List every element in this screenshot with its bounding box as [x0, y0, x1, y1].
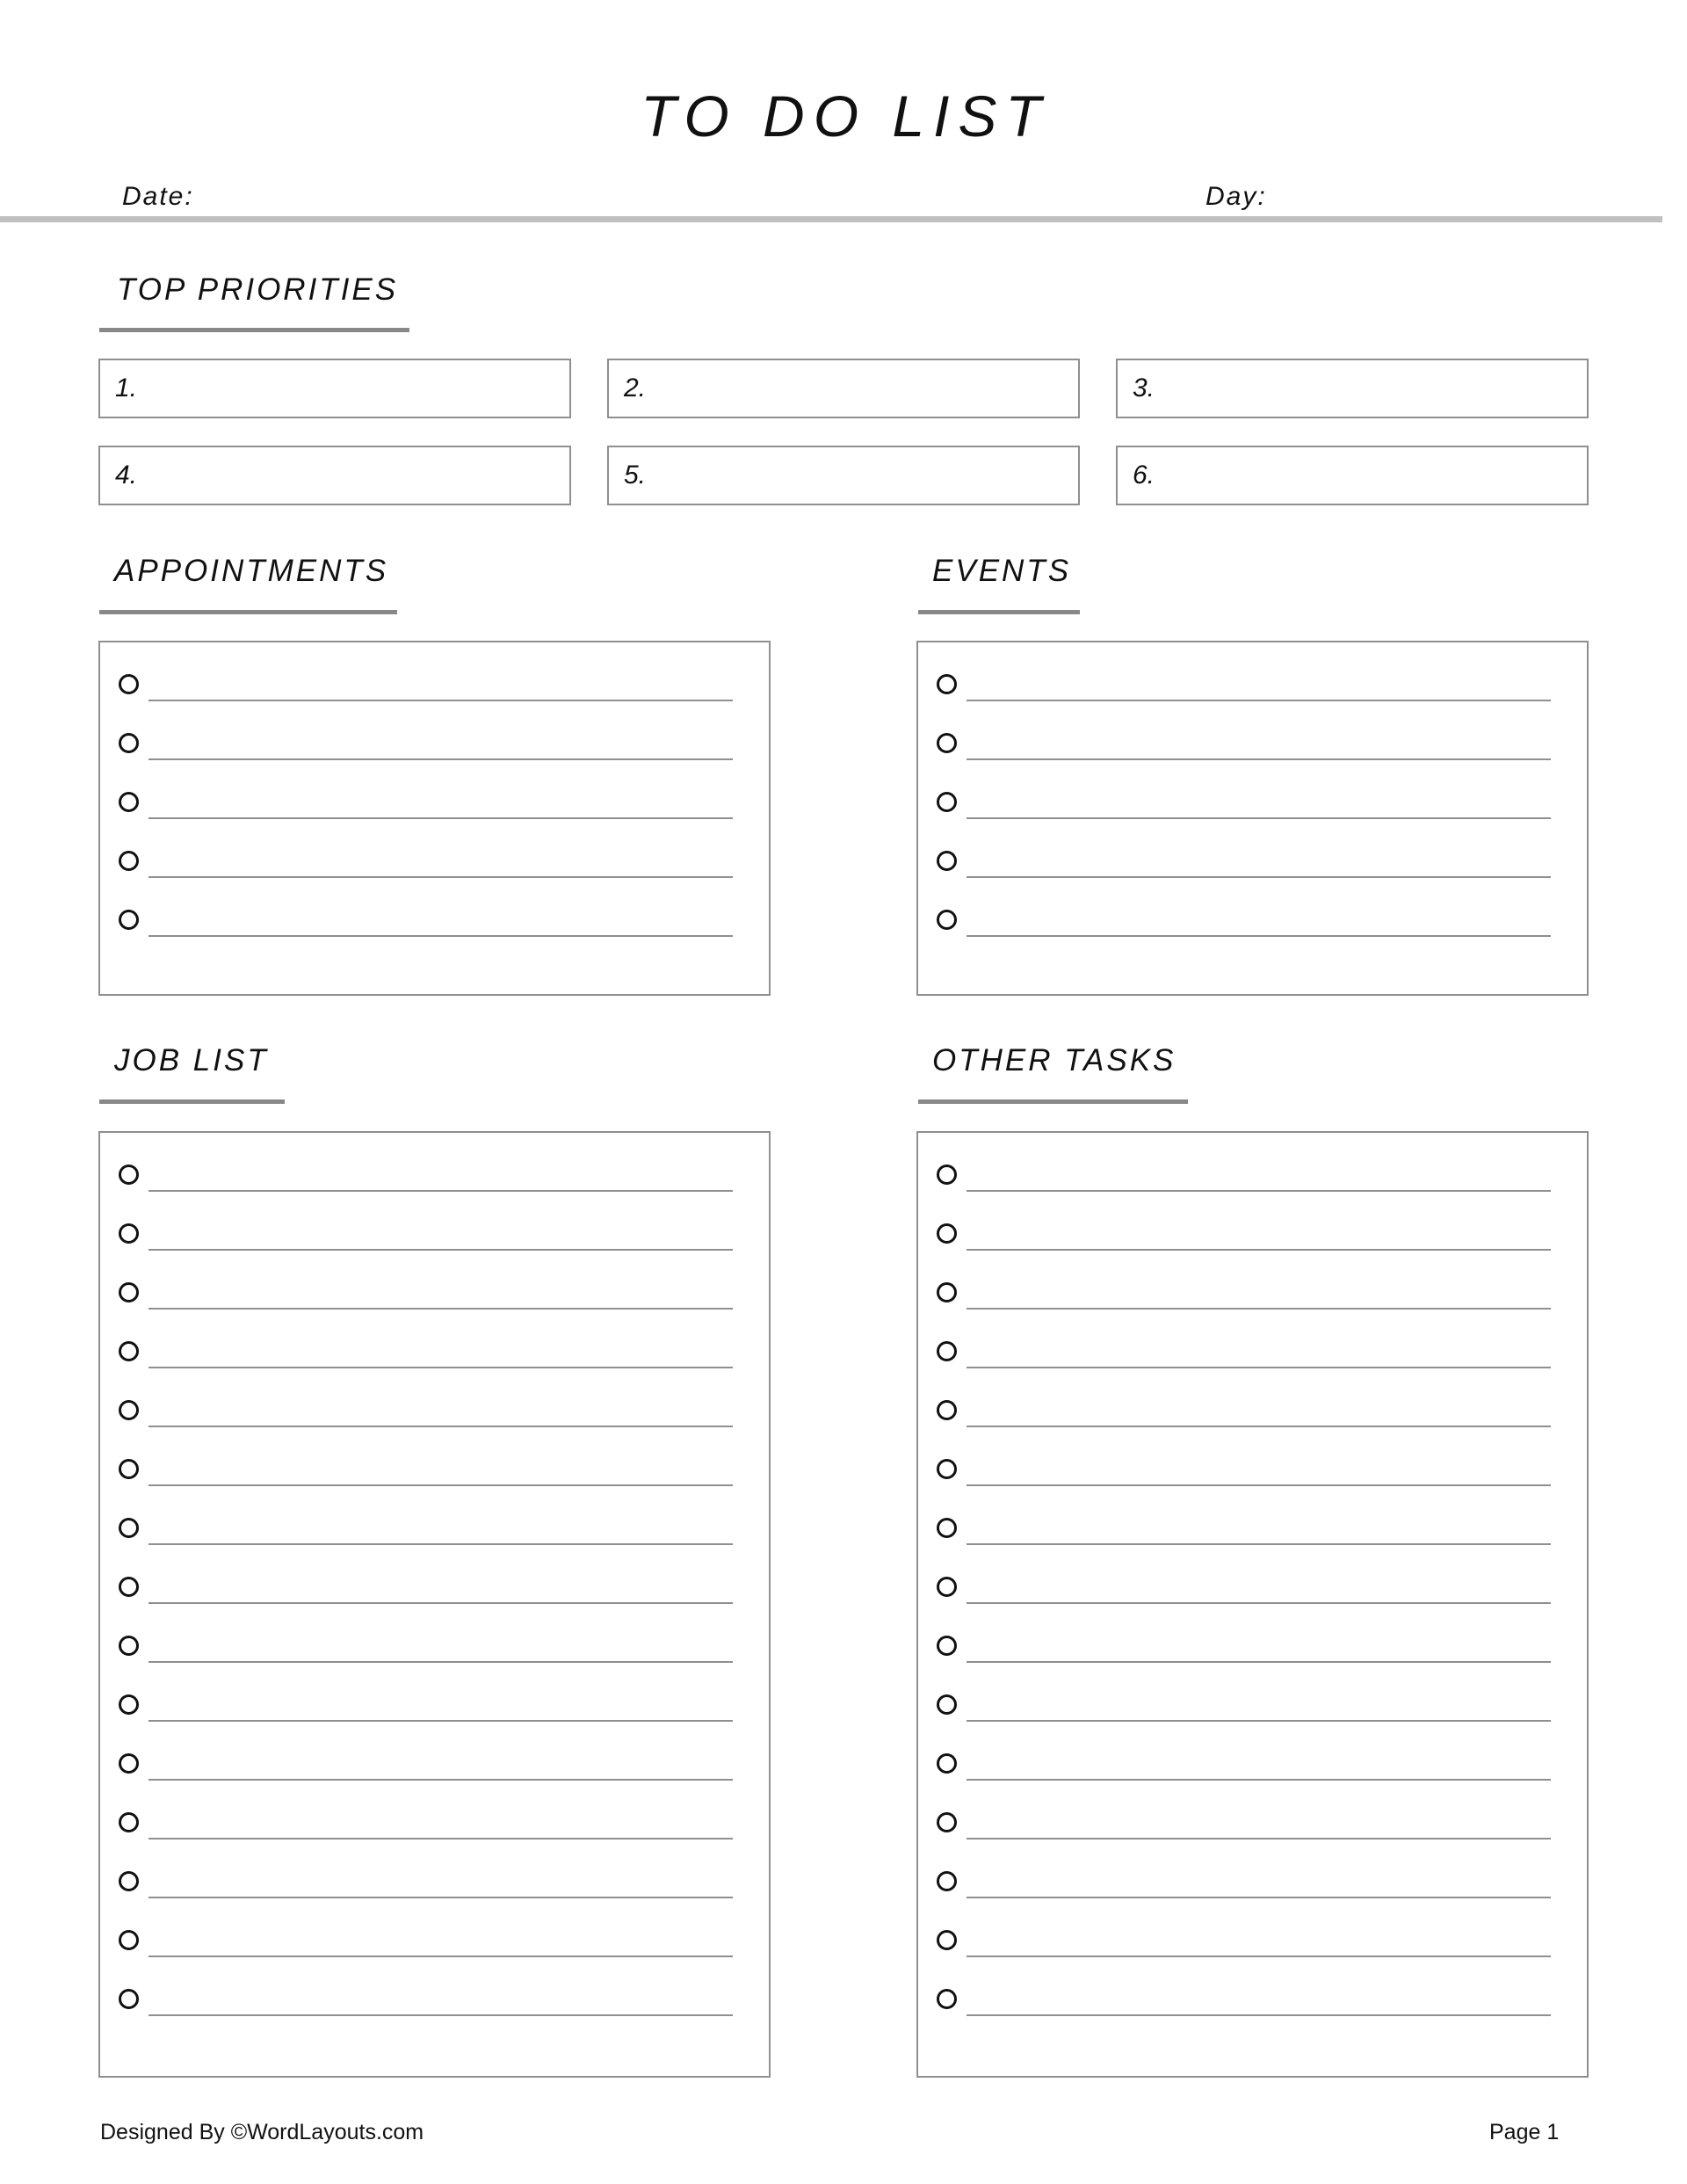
circle-checkbox-icon[interactable]	[119, 910, 139, 930]
circle-checkbox-icon[interactable]	[937, 1341, 957, 1361]
circle-checkbox-icon[interactable]	[119, 1282, 139, 1302]
list-item[interactable]	[100, 1322, 769, 1381]
write-line[interactable]	[967, 1367, 1551, 1368]
circle-checkbox-icon[interactable]	[937, 910, 957, 930]
top-priorities-underline	[99, 328, 409, 332]
list-item[interactable]	[918, 1911, 1587, 1970]
circle-checkbox-icon[interactable]	[119, 1223, 139, 1244]
other-tasks-underline	[918, 1099, 1188, 1104]
write-line[interactable]	[967, 1779, 1551, 1781]
write-line[interactable]	[148, 1426, 733, 1427]
list-item[interactable]	[918, 1970, 1587, 2028]
write-line[interactable]	[967, 1308, 1551, 1310]
circle-checkbox-icon[interactable]	[119, 1636, 139, 1656]
circle-checkbox-icon[interactable]	[119, 1165, 139, 1185]
list-item[interactable]	[100, 1145, 769, 1204]
circle-checkbox-icon[interactable]	[119, 674, 139, 694]
circle-checkbox-icon[interactable]	[937, 733, 957, 753]
priority-number: 5.	[624, 461, 647, 490]
list-item[interactable]	[100, 773, 769, 831]
circle-checkbox-icon[interactable]	[119, 1518, 139, 1538]
page-title: TO DO LIST	[641, 83, 1050, 149]
circle-checkbox-icon[interactable]	[937, 1577, 957, 1597]
write-line[interactable]	[967, 700, 1551, 701]
write-line[interactable]	[148, 817, 733, 819]
list-item[interactable]	[100, 1793, 769, 1852]
write-line[interactable]	[148, 1308, 733, 1310]
date-field[interactable]	[202, 181, 1169, 216]
circle-checkbox-icon[interactable]	[937, 1930, 957, 1950]
priority-field-4[interactable]	[98, 446, 571, 505]
list-item[interactable]	[918, 1675, 1587, 1734]
write-line[interactable]	[148, 1897, 733, 1898]
write-line[interactable]	[967, 1190, 1551, 1192]
page-number: Page 1	[1489, 2120, 1560, 2144]
circle-checkbox-icon[interactable]	[119, 792, 139, 812]
circle-checkbox-icon[interactable]	[937, 1282, 957, 1302]
list-item[interactable]	[100, 1852, 769, 1911]
list-item[interactable]	[918, 1381, 1587, 1440]
day-field[interactable]	[1274, 181, 1661, 216]
list-item[interactable]	[100, 1616, 769, 1675]
write-line[interactable]	[148, 1779, 733, 1781]
list-item[interactable]	[918, 890, 1587, 949]
circle-checkbox-icon[interactable]	[937, 1459, 957, 1479]
appointments-list	[98, 641, 771, 996]
priority-number: 3.	[1133, 374, 1155, 403]
priority-number: 4.	[115, 461, 138, 490]
circle-checkbox-icon[interactable]	[119, 1989, 139, 2009]
list-item[interactable]	[100, 1675, 769, 1734]
write-line[interactable]	[148, 1484, 733, 1486]
priority-field-6[interactable]	[1116, 446, 1589, 505]
list-item[interactable]	[918, 773, 1587, 831]
write-line[interactable]	[967, 876, 1551, 878]
circle-checkbox-icon[interactable]	[937, 1165, 957, 1185]
write-line[interactable]	[148, 1249, 733, 1251]
list-item[interactable]	[918, 1322, 1587, 1381]
write-line[interactable]	[148, 1955, 733, 1957]
write-line[interactable]	[967, 817, 1551, 819]
write-line[interactable]	[967, 758, 1551, 760]
list-item[interactable]	[100, 1440, 769, 1498]
write-line[interactable]	[967, 1897, 1551, 1898]
circle-checkbox-icon[interactable]	[119, 1341, 139, 1361]
priority-field-5[interactable]	[607, 446, 1080, 505]
list-item[interactable]	[918, 1440, 1587, 1498]
circle-checkbox-icon[interactable]	[937, 851, 957, 871]
priority-field-1[interactable]	[98, 359, 571, 418]
day-label: Day:	[1206, 182, 1267, 211]
list-item[interactable]	[918, 1557, 1587, 1616]
events-underline	[918, 610, 1080, 614]
circle-checkbox-icon[interactable]	[119, 1930, 139, 1950]
list-item[interactable]	[918, 714, 1587, 773]
list-item[interactable]	[918, 1204, 1587, 1263]
write-line[interactable]	[148, 1602, 733, 1604]
events-list	[916, 641, 1589, 996]
write-line[interactable]	[148, 1367, 733, 1368]
priority-number: 2.	[624, 374, 647, 403]
list-item[interactable]	[100, 1498, 769, 1557]
other-tasks-heading: OTHER TASKS	[932, 1043, 1177, 1077]
circle-checkbox-icon[interactable]	[119, 851, 139, 871]
appointments-underline	[99, 610, 397, 614]
write-line[interactable]	[967, 1838, 1551, 1839]
list-item[interactable]	[918, 1793, 1587, 1852]
list-item[interactable]	[100, 890, 769, 949]
top-priorities-heading: TOP PRIORITIES	[117, 272, 399, 307]
circle-checkbox-icon[interactable]	[119, 733, 139, 753]
circle-checkbox-icon[interactable]	[937, 792, 957, 812]
circle-checkbox-icon[interactable]	[937, 1989, 957, 2009]
write-line[interactable]	[148, 876, 733, 878]
priority-number: 1.	[115, 374, 138, 403]
write-line[interactable]	[148, 1543, 733, 1545]
priority-field-3[interactable]	[1116, 359, 1589, 418]
header-divider	[0, 216, 1662, 222]
list-item[interactable]	[100, 1970, 769, 2028]
circle-checkbox-icon[interactable]	[119, 1694, 139, 1715]
write-line[interactable]	[967, 1955, 1551, 1957]
circle-checkbox-icon[interactable]	[119, 1812, 139, 1832]
footer-credit: Designed By ©WordLayouts.com	[100, 2120, 424, 2144]
circle-checkbox-icon[interactable]	[937, 1223, 957, 1244]
date-label: Date:	[122, 182, 194, 211]
list-item[interactable]	[100, 1263, 769, 1322]
list-item[interactable]	[100, 831, 769, 890]
write-line[interactable]	[967, 1543, 1551, 1545]
write-line[interactable]	[967, 1720, 1551, 1722]
list-item[interactable]	[918, 1498, 1587, 1557]
write-line[interactable]	[148, 700, 733, 701]
list-item[interactable]	[918, 831, 1587, 890]
other-tasks-list	[916, 1131, 1589, 2078]
circle-checkbox-icon[interactable]	[937, 1694, 957, 1715]
write-line[interactable]	[148, 1838, 733, 1839]
circle-checkbox-icon[interactable]	[937, 674, 957, 694]
write-line[interactable]	[967, 2014, 1551, 2016]
circle-checkbox-icon[interactable]	[119, 1753, 139, 1774]
write-line[interactable]	[967, 1249, 1551, 1251]
circle-checkbox-icon[interactable]	[937, 1871, 957, 1891]
list-item[interactable]	[100, 655, 769, 714]
write-line[interactable]	[967, 1602, 1551, 1604]
events-heading: EVENTS	[932, 554, 1072, 588]
list-item[interactable]	[918, 655, 1587, 714]
list-item[interactable]	[100, 1204, 769, 1263]
circle-checkbox-icon[interactable]	[937, 1518, 957, 1538]
circle-checkbox-icon[interactable]	[119, 1459, 139, 1479]
list-item[interactable]	[918, 1734, 1587, 1793]
list-item[interactable]	[100, 1557, 769, 1616]
write-line[interactable]	[967, 1484, 1551, 1486]
circle-checkbox-icon[interactable]	[937, 1753, 957, 1774]
list-item[interactable]	[918, 1145, 1587, 1204]
appointments-heading: APPOINTMENTS	[114, 554, 389, 588]
list-item[interactable]	[100, 1911, 769, 1970]
write-line[interactable]	[148, 1190, 733, 1192]
write-line[interactable]	[148, 2014, 733, 2016]
write-line[interactable]	[967, 1661, 1551, 1663]
circle-checkbox-icon[interactable]	[937, 1400, 957, 1420]
list-item[interactable]	[918, 1616, 1587, 1675]
circle-checkbox-icon[interactable]	[119, 1871, 139, 1891]
write-line[interactable]	[967, 935, 1551, 937]
write-line[interactable]	[967, 1426, 1551, 1427]
circle-checkbox-icon[interactable]	[937, 1636, 957, 1656]
list-item[interactable]	[100, 1381, 769, 1440]
list-item[interactable]	[918, 1852, 1587, 1911]
write-line[interactable]	[148, 1661, 733, 1663]
circle-checkbox-icon[interactable]	[937, 1812, 957, 1832]
job-list-underline	[99, 1099, 285, 1104]
job-list	[98, 1131, 771, 2078]
list-item[interactable]	[100, 1734, 769, 1793]
priority-number: 6.	[1133, 461, 1155, 490]
priority-field-2[interactable]	[607, 359, 1080, 418]
write-line[interactable]	[148, 758, 733, 760]
job-list-heading: JOB LIST	[114, 1043, 269, 1077]
list-item[interactable]	[918, 1263, 1587, 1322]
list-item[interactable]	[100, 714, 769, 773]
circle-checkbox-icon[interactable]	[119, 1400, 139, 1420]
write-line[interactable]	[148, 935, 733, 937]
circle-checkbox-icon[interactable]	[119, 1577, 139, 1597]
write-line[interactable]	[148, 1720, 733, 1722]
